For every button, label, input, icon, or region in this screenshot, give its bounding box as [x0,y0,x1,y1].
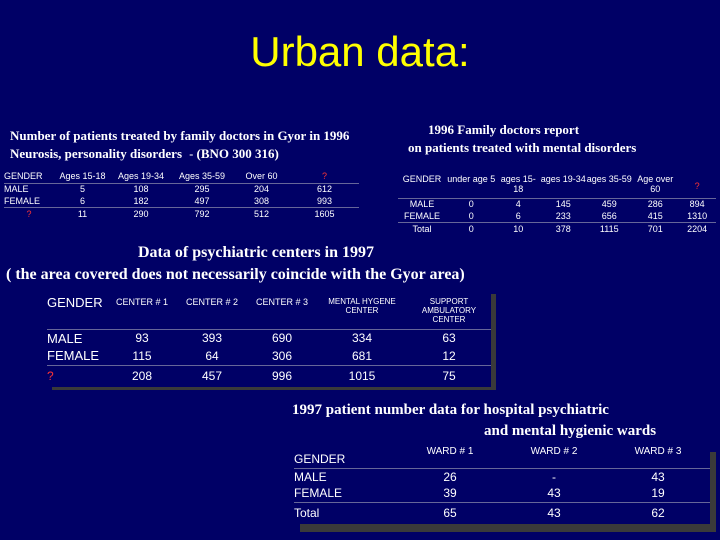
table1-caption-line1: Number of patients treated by family doctors in Gyor in 1996 [10,128,350,143]
table-cell: 415 [647,210,663,221]
table-cell: 308 [253,195,270,206]
table1-header-col: Ages 35-59 [178,171,226,182]
table-cell: 701 [647,224,663,235]
table-row [294,468,710,485]
table2-caption-line2: on patients treated with mental disorders [408,140,637,155]
table1-header-col: Ages 15-18 [59,171,106,182]
table-cell: 93 [135,331,149,346]
table4-row-label: FEMALE [294,486,343,501]
table-row [47,329,491,347]
table-cell: 334 [351,331,373,346]
table-row [4,195,359,207]
table-row [47,347,491,365]
table-cell: 1015 [348,369,376,384]
table-cell: 0 [468,199,474,210]
table-cell: 378 [555,224,571,235]
table-cell: 681 [351,348,373,363]
table1-header-question: ? [321,171,327,182]
table-cell: 233 [555,210,571,221]
table3-header-col: CENTER # 1 [107,289,177,329]
table1-row-label: FEMALE [4,195,41,206]
table-row [294,485,710,502]
table-cell: 290 [133,209,149,220]
table-cell: 39 [443,486,457,501]
table3-header-col: CENTER # 2 [177,289,247,329]
table-cell: 10 [513,224,524,235]
table-cell: 393 [201,331,223,346]
table4-header-gender: GENDER [294,451,346,466]
table2-row-label: MALE [409,199,435,210]
table1-caption-line2: Neurosis, personality disorders - (BNO 300 316) [10,146,279,161]
table2-row-label: FEMALE [404,210,441,221]
table4-row-label: MALE [294,469,327,484]
table3-header-gender: GENDER [47,289,107,329]
table4-hospital-wards [294,446,710,524]
table-cell: 612 [316,184,333,195]
table-cell: 43 [651,469,665,484]
table2-row-label: Total [412,224,432,235]
table2-header-col: ages 35-59 [586,174,632,184]
table-cell: - [552,469,556,484]
table4-caption-line1: 1997 patient number data for hospital psychiatric [292,402,609,418]
table-cell: 182 [133,195,149,206]
table-cell: 0 [468,224,474,235]
table-cell: 1605 [314,209,335,220]
table3-row-label: FEMALE [47,348,100,364]
table-cell: 43 [547,506,561,521]
table2-header-col: Age over 60 [637,174,674,194]
table-cell: 64 [205,348,219,363]
table-row [47,365,491,387]
table-cell: 497 [194,195,210,206]
table-cell: 5 [79,184,85,195]
table-cell: 63 [442,331,456,346]
table4-caption-line2: and mental hygienic wards [484,423,657,439]
table1-row-label: ? [26,209,32,220]
table1-family-doctors-gyor [4,170,359,221]
table-cell: 457 [201,369,223,384]
table2-header-question: ? [694,180,700,191]
table4-row-label: Total [294,506,320,521]
table-cell: 6 [79,195,85,206]
table-cell: 62 [651,506,665,521]
table-cell: 1115 [599,224,619,235]
table-cell: 459 [601,199,617,210]
table-cell: 19 [651,486,665,501]
table-cell: 512 [253,209,270,220]
table-row [398,198,716,210]
table-cell: 108 [133,184,149,195]
table3-header-col: CENTER # 3 [247,289,317,329]
table-cell: 295 [194,184,210,195]
table3-row-label: MALE [47,330,83,346]
table-cell: 204 [253,184,270,195]
table3-header-col: SUPPORT AMBULATORY CENTER [407,289,491,329]
table-cell: 1310 [687,210,708,221]
table4-header-col: WARD # 1 [426,446,474,457]
table3-row-label: ? [47,369,54,384]
table2-header-gender: GENDER [402,174,442,184]
table2-header-col: ages 19-34 [540,174,586,184]
table-cell: 0 [468,210,474,221]
table-cell: 993 [316,195,333,206]
table3-header-col: MENTAL HYGENE CENTER [317,289,407,329]
table-cell: 6 [515,210,521,221]
table-cell: 12 [442,348,456,363]
table-cell: 690 [271,331,293,346]
table-cell: 65 [443,506,457,521]
section3-caption-line2: ( the area covered does not necessarily coincide with the Gyor area) [6,266,465,283]
section3-caption-line1: Data of psychiatric centers in 1997 [138,244,374,261]
table1-header-col: Ages 19-34 [117,171,165,182]
table-cell: 145 [555,199,571,210]
table-cell: 115 [132,348,152,363]
table4-header-col: WARD # 2 [530,446,578,457]
table2-caption-line1: 1996 Family doctors report [428,122,580,137]
table-cell: 656 [601,210,617,221]
table2-header-col: ages 15-18 [500,174,536,194]
table-cell: 2204 [687,224,708,235]
table-cell: 43 [547,486,561,501]
table2-header-col: under age 5 [447,174,496,184]
table-cell: 894 [689,199,705,210]
table1-header-col: Over 60 [245,171,278,182]
table-row [294,502,710,524]
table2-family-doctors-report [398,174,716,236]
table-cell: 306 [271,348,293,363]
table1-header-gender: GENDER [4,171,43,182]
table-cell: 26 [443,469,457,484]
table-cell: 286 [647,199,663,210]
table-cell: 792 [194,209,210,220]
table1-row-label: MALE [4,184,29,195]
table-cell: 11 [77,209,88,220]
table-row [398,222,716,236]
slide-title: Urban data: [250,28,470,75]
table-row [398,210,716,222]
table3-psychiatric-centers [47,289,491,387]
table-cell: 208 [131,369,153,384]
table-row [4,183,359,195]
table-cell: 4 [515,199,521,210]
table4-header-col: WARD # 3 [634,446,682,457]
table-cell: 75 [442,369,456,384]
table-row [4,207,359,221]
table-cell: 996 [271,369,293,384]
